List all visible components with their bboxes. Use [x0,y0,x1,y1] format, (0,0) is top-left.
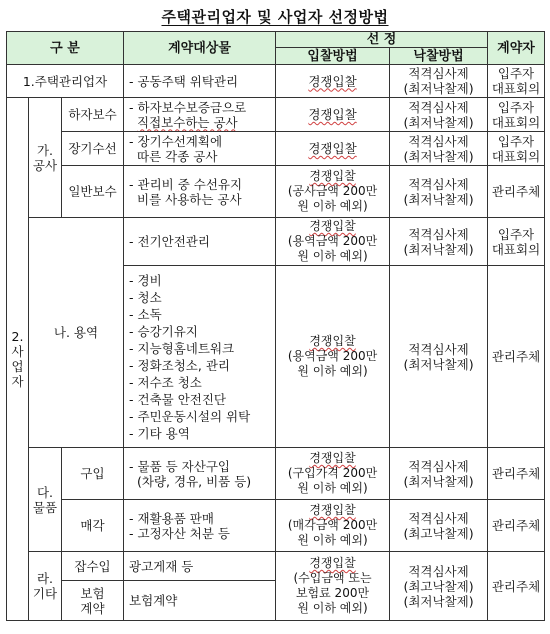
bidding-cell: 경쟁입찰 [276,98,390,132]
table-row [7,218,545,266]
bidding-cell: 경쟁입찰 (매각금액 200만 원 이하 예외) [276,500,390,552]
page-title: 주택관리업자 및 사업자 선정방법 [161,8,389,26]
award-cell: 적격심사제 (최고낙찰제) [390,500,488,552]
table-row [7,552,545,581]
contractor-cell: 입주자 대표회의 [488,218,545,266]
group-service-label: 나. 용역 [29,218,124,448]
subcategory-long-term-repair: 장기수선 [62,132,124,166]
list-item: - 정화조청소, 관리 [129,357,230,373]
contractor-cell: 입주자 대표회의 [488,98,545,132]
list-item: - 소독 [129,306,162,322]
list-item: - 주민운동시설의 위탁 [129,408,251,424]
header-selection: 선 정 [276,32,488,48]
award-cell: 적격심사제 (최저낙찰제) [390,266,488,448]
contractor-cell: 입주자 대표회의 [488,132,545,166]
award-cell: 적격심사제 (최저낙찰제) [390,218,488,266]
bidding-cell: 경쟁입찰 (수입금액 또는 보험료 200만 원 이하 예외) [276,552,390,621]
header-row [7,32,545,48]
group-goods-label: 다. 물품 [29,448,62,552]
award-cell: 적격심사제 (최저낙찰제) [390,98,488,132]
header-award: 낙찰방법 [390,48,488,65]
list-item: - 건축물 안전진단 [129,391,226,407]
contractor-cell: 관리주체 [488,166,545,218]
subcategory-sale: 매각 [62,500,124,552]
list-item: - 경비 [129,272,162,288]
section-business-label: 2. 사 업 자 [7,98,29,621]
list-item: - 청소 [129,289,162,305]
contractor-cell: 관리주체 [488,552,545,621]
contractor-cell: 관리주체 [488,266,545,448]
category-housing-manager: 1.주택관리업자 [7,65,124,98]
target-cell: - 재활용품 판매 - 고정자산 처분 등 [124,500,276,552]
table-row [7,98,545,132]
contractor-cell: 입주자 대표회의 [488,65,545,98]
subcategory-defect-repair: 하자보수 [62,98,124,132]
subcategory-purchase: 구입 [62,448,124,500]
bidding-cell: 경쟁입찰 (용역금액 200만 원 이하 예외) [276,266,390,448]
award-cell: 적격심사제 (최저낙찰제) [390,65,488,98]
header-bidding: 입찰방법 [276,48,390,65]
subcategory-general-repair: 일반보수 [62,166,124,218]
award-cell: 적격심사제 (최고낙찰제) (최저낙찰제) [390,552,488,621]
target-cell: - 관리비 중 수선유지 비를 사용하는 공사 [124,166,276,218]
list-item: - 지능형홈네트워크 [129,340,235,356]
target-cell: - 공동주택 위탁관리 [124,65,276,98]
award-cell: 적격심사제 (최저낙찰제) [390,132,488,166]
table-row [7,166,545,218]
list-item: - 저수조 청소 [129,374,202,390]
target-cell: - 장기수선계획에 따른 각종 공사 [124,132,276,166]
bidding-cell: 경쟁입찰 (구입가격 200만 원 이하 예외) [276,448,390,500]
target-cell [124,266,276,448]
award-cell: 적격심사제 (최저낙찰제) [390,448,488,500]
selection-method-table [6,31,545,621]
target-cell: - 물품 등 자산구입 (차량, 경유, 비품 등) [124,448,276,500]
target-cell: - 하자보수보증금으로 직접보수하는 공사 [124,98,276,132]
contractor-cell: 관리주체 [488,448,545,500]
list-item: - 승강기유지 [129,323,198,339]
table-row [7,65,545,98]
award-cell: 적격심사제 (최저낙찰제) [390,166,488,218]
subcategory-misc-income: 잡수입 [62,552,124,581]
header-target: 계약대상물 [124,32,276,65]
bidding-cell: 경쟁입찰 (공사금액 200만 원 이하 예외) [276,166,390,218]
contractor-cell: 관리주체 [488,500,545,552]
target-cell: - 전기안전관리 [124,218,276,266]
subcategory-insurance: 보험 계약 [62,581,124,621]
bidding-cell: 경쟁입찰 [276,65,390,98]
group-other-label: 라. 기타 [29,552,62,621]
table-row [7,448,545,500]
target-cell: 보험계약 [124,581,276,621]
target-cell: 광고게재 등 [124,552,276,581]
header-contractor: 계약자 [488,32,545,65]
bidding-cell: 경쟁입찰 [276,132,390,166]
list-item: - 기타 용역 [129,425,190,441]
bidding-cell: 경쟁입찰 (용역금액 200만 원 이하 예외) [276,218,390,266]
table-row [7,500,545,552]
table-row [7,132,545,166]
group-construction-label: 가. 공사 [29,98,62,218]
header-category: 구 분 [7,32,124,65]
